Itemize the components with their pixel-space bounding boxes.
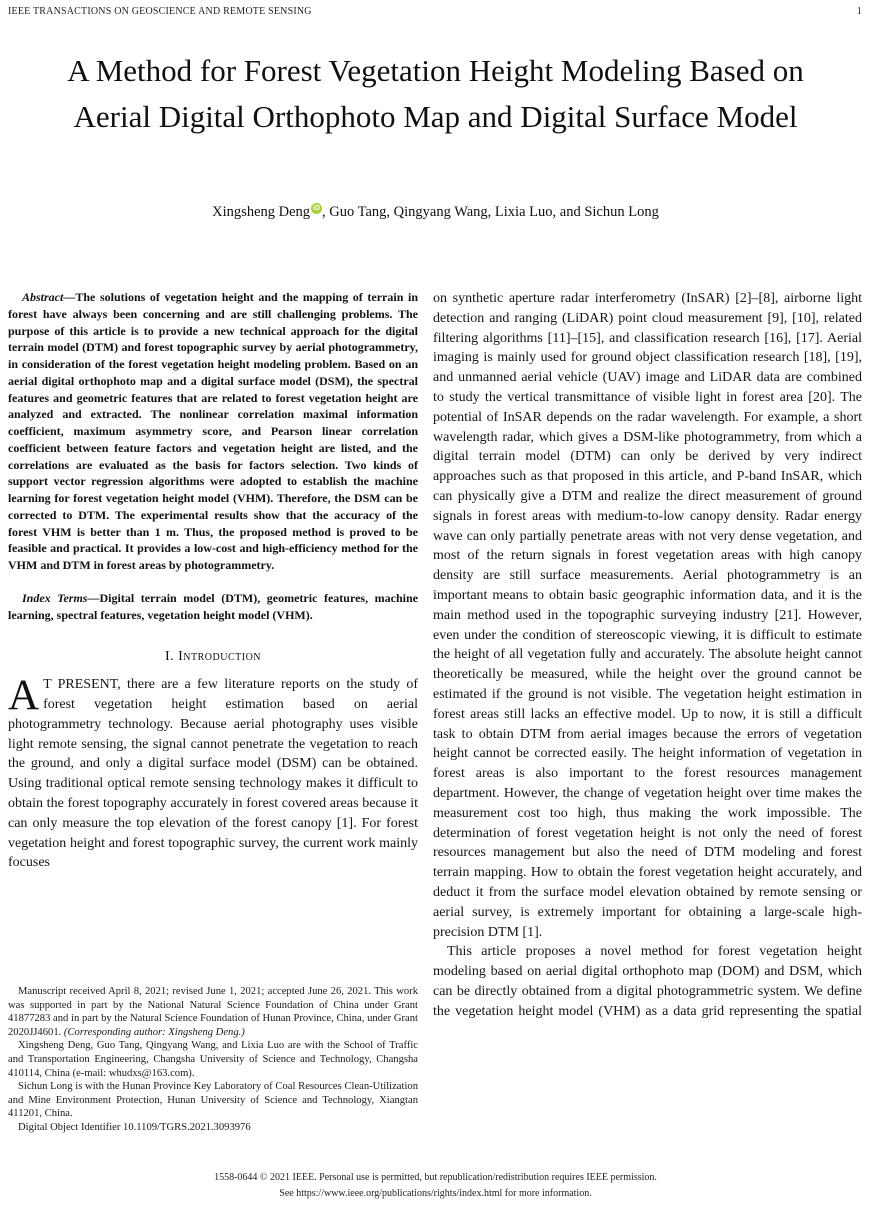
footnote-affiliation-2: Sichun Long is with the Hunan Province Key Laboratory of Coal Resources Clean-Utilization and Mine Environment Protection, Hunan University of Science and Technology, Xiangtan 411201, China. [8, 1081, 418, 1120]
orcid-icon[interactable]: iD [313, 205, 321, 212]
footnote-affiliation-1: Xingsheng Deng, Guo Tang, Qingyang Wang, and Lixia Luo are with the School of Traffic and Transportation Engineering, Changsha University of Science and Technology, Changsha 410114, China (e-mail: whudxs@163.com). [8, 1040, 418, 1079]
intro-paragraph-right: on synthetic aperture radar interferometry (InSAR) [2]–[8], airborne light detection and ranging (LiDAR) point cloud measurement [9], [10], related filtering algorithms [11]–[15], and classification research [16], [17]. Aerial imaging is mainly used for ground object classification research [18], [19], and unmanned aerial vehicle (UAV) image and LiDAR data are combined to study the vertical transmittance of visible light in forest area [20]. The potential of InSAR depends on the radar wavelength. For example, a short wavelength radar, which gives a DSM-like photogrammetry, from which a digital terrain model (DTM) can only be derived by very indirect approaches such as that proposed in this article, and P-band InSAR, which can physically give a DTM and realize the direct measurement of ground signals in forest areas with medium-to-low canopy density. Radar energy wave can only partially penetrate areas with not very dense vegetation, and most of the return signals in forest vegetation areas with high canopy density are still surface measurements. Aerial photogrammetry is an important means to obtain basic geographic information data, and it is the main method used in the topographic surveying industry [21]. However, even under the condition of stereoscopic viewing, it is difficult to estimate the height of all vegetation fully and accurately. The absolute height cannot theoretically be measured, while the height over the ground cannot be estimated if the ground is not visible. The vegetation height estimation in forest areas still lacks an effective model. Up to now, it is still a difficult task to obtain DTM from aerial images because the errors of vegetation height cannot be corrected easily. The height information of vegetation in forest areas is also important to the forest resources management department. However, the change of vegetation height over time makes the measurement cost too high, thus making the work impossible. The determination of forest vegetation height is not only the need of forest resources management but also the need of DTM modeling and forest terrain mapping. How to obtain the forest vegetation height accurately, and deduct it from the surface model elevation obtained by remote sensing or aerial survey, is extremely important for obtaining a large-scale high-precision DTM [1]. [433, 291, 862, 940]
author-first: Xingsheng Deng [212, 203, 311, 220]
index-terms-paragraph [8, 590, 418, 624]
page-number: 1 [856, 6, 862, 17]
copyright-line: 1558-0644 © 2021 IEEE. Personal use is permitted, but republication/redistribution requires IEEE permission. [214, 1172, 657, 1183]
footnote-block [8, 985, 418, 1135]
section-heading-introduction: I. Introduction [164, 649, 262, 665]
abstract-label: Abstract— [22, 290, 76, 304]
right-column [433, 289, 862, 1021]
index-terms-label: Index Terms— [22, 590, 100, 605]
rights-url-line: See https://www.ieee.org/publications/rights/index.html for more information. [279, 1187, 592, 1199]
intro-paragraph-left [8, 672, 418, 873]
footnote-manuscript-text: Manuscript received April 8, 2021; revised June 1, 2021; accepted June 26, 2021. This work was supported in part by the National Natural Science Foundation of China under Grant 41877283 and in part by the Natural Science Foundation of Hunan Province, China, under Grant 2020JJ4601. [8, 986, 418, 1038]
author-rest: , Guo Tang, Qingyang Wang, Lixia Luo, and Sichun Long [322, 203, 659, 220]
journal-name: IEEE TRANSACTIONS ON GEOSCIENCE AND REMOTE SENSING [8, 6, 312, 17]
index-terms-text: Digital terrain model (DTM), geometric features, machine learning, spectral features, vegetation height model (VHM). [8, 590, 418, 622]
copyright-footer [0, 1170, 871, 1201]
paper-title: A Method for Forest Vegetation Height Modeling Based on Aerial Digital Orthophoto Map and Digital Surface Model [67, 53, 804, 134]
footnote-manuscript [8, 985, 418, 1039]
intro-paragraph-left-text: T PRESENT, there are a few literature reports on the study of forest vegetation height estimation based on aerial photogrammetry technology. Because aerial photography uses visible light remote sensing, the signal cannot penetrate the vegetation to reach the ground, and only a digital surface model (DSM) can be obtained. Using traditional optical remote sensing technology makes it difficult to obtain the forest topography accurately in forest covered areas because it can only measure the top elevation of the forest canopy [1]. For forest vegetation height and forest topographic survey, the current work mainly focuses [8, 677, 418, 871]
intro-paragraph-2: This article proposes a novel method for forest vegetation height modeling based on aerial digital orthophoto map (DOM) and DSM, which can be directly obtained from a digital photogrammetric system. We define the vegetation height model (VHM) as a data grid representing the spatial [433, 944, 862, 1019]
abstract-paragraph [8, 289, 418, 574]
abstract-text: The solutions of vegetation height and the mapping of terrain in forest have always been concerning and are still challenging problems. The purpose of this article is to provide a new technical approach for the digital terrain model (DTM) and forest topographic survey by aerial photogrammetry, in consideration of the forest vegetation height modeling problem. Based on an aerial digital orthophoto map and a digital surface model (DSM), the spectral features and geometric features that are related to forest vegetation height are analyzed and extracted. The nonlinear correlation maximal information coefficient, maximum asymmetry score, and Pearson linear correlation coefficient between feature factors and vegetation height are listed, and the correlations are evaluated as the basis for factors selection. Two kinds of support vector regression algorithms were adopted to establish the machine learning for forest vegetation height model (VHM). Therefore, the DSM can be corrected to DTM. The experimental results show that the accuracy of the forest VHM is better than 1 m. Thus, the proposed method is proved to be feasible and practical. It provides a low-cost and high-efficiency method for the VHM and DTM in forest areas by photogrammetry. [8, 290, 418, 572]
running-head [8, 6, 862, 17]
left-column [8, 289, 418, 873]
dropcap-letter: A [8, 672, 40, 720]
author-line [0, 203, 871, 221]
footnote-doi: Digital Object Identifier 10.1109/TGRS.2021.3093976 [18, 1121, 251, 1133]
corresponding-author-note: (Corresponding author: Xingsheng Deng.) [63, 1026, 245, 1038]
